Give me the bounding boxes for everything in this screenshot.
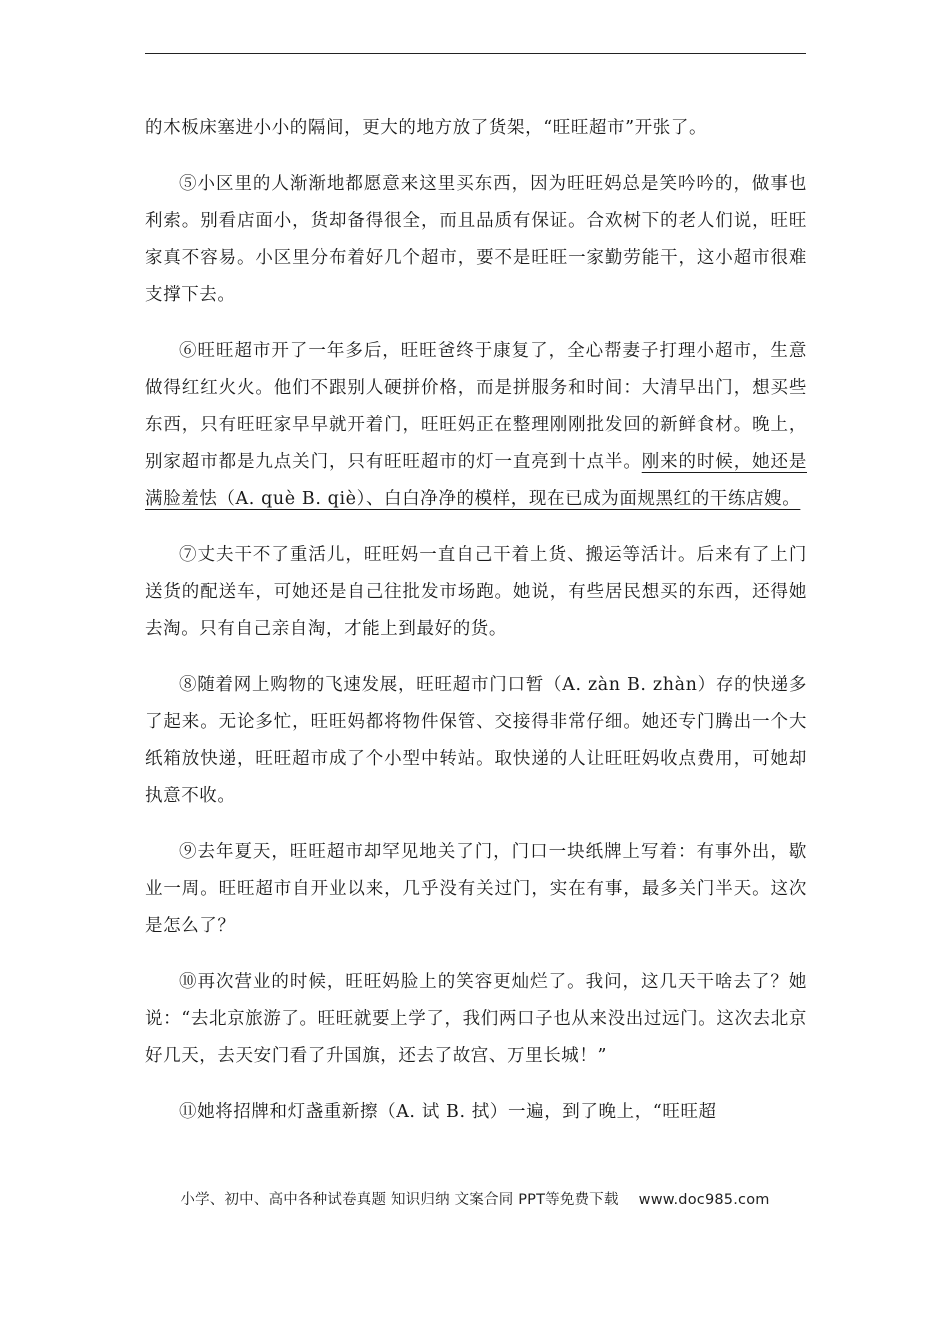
underlined-sentence: 刚来的时候，她还是满脸羞怯（A. què B. qiè）、白白净净的模样，现在已成为面规黑红的干练店嫂。 xyxy=(145,452,807,509)
paragraph-text: ⑧随着网上购物的飞速发展，旺旺超市门口暂（A. zàn B. zhàn）存的快递多了起来。无论多忙，旺旺妈都将物件保管、交接得非常仔细。她还专门腾出一个大纸箱放快递，旺旺超市成了个小型中转站。取快递的人让旺旺妈收点费用，可她却执意不收。 xyxy=(145,675,807,806)
paragraph-9 xyxy=(145,834,807,945)
paragraph-text: ⑩再次营业的时候，旺旺妈脸上的笑容更灿烂了。我问，这几天干啥去了？她说：“去北京旅游了。旺旺就要上学了，我们两口子也从来没出过远门。这次去北京好几天，去天安门看了升国旗，还去了故宫、万里长城！” xyxy=(145,972,807,1066)
paragraph-11 xyxy=(145,1094,807,1131)
page-footer xyxy=(0,1188,950,1209)
footer-text: 小学、初中、高中各种试卷真题 知识归纳 文案合同 PPT等免费下载 xyxy=(180,1192,619,1208)
paragraph-10 xyxy=(145,964,807,1075)
paragraph-text: ⑨去年夏天，旺旺超市却罕见地关了门，门口一块纸牌上写着：有事外出，歇业一周。旺旺超市自开业以来，几乎没有关过门，实在有事，最多关门半天。这次是怎么了？ xyxy=(145,842,807,936)
paragraph-8 xyxy=(145,667,807,815)
paragraph-text: ⑦丈夫干不了重活儿，旺旺妈一直自己干着上货、搬运等活计。后来有了上门送货的配送车，可她还是自己往批发市场跑。她说，有些居民想买的东西，还得她去淘。只有自己亲自淘，才能上到最好的货。 xyxy=(145,545,807,639)
paragraph-text: ⑤小区里的人渐渐地都愿意来这里买东西，因为旺旺妈总是笑吟吟的，做事也利索。别看店面小，货却备得很全，而且品质有保证。合欢树下的老人们说，旺旺家真不容易。小区里分布着好几个超市，要不是旺旺一家勤劳能干，这小超市很难支撑下去。 xyxy=(145,174,807,305)
footer-site-link[interactable]: www.doc985.com xyxy=(638,1192,770,1208)
paragraph-text: ⑥旺旺超市开了一年多后，旺旺爸终于康复了，全心帮妻子打理小超市，生意做得红红火火。他们不跟别人硬拼价格，而是拼服务和时间：大清早出门，想买些东西，只有旺旺家早早就开着门，旺旺妈正在整理刚刚批发回的新鲜食材。晚上，别家超市都是九点关门，只有旺旺超市的灯一直亮到十点半。 xyxy=(145,341,807,472)
paragraph-continuation xyxy=(145,110,807,147)
paragraph-7 xyxy=(145,537,807,648)
header-rule xyxy=(145,53,806,54)
paragraph-text: 的木板床塞进小小的隔间，更大的地方放了货架，“旺旺超市”开张了。 xyxy=(145,118,708,138)
paragraph-6 xyxy=(145,333,807,518)
paragraph-5 xyxy=(145,166,807,314)
paragraph-text: ⑪她将招牌和灯盏重新擦（A. 试 B. 拭）一遍，到了晚上，“旺旺超 xyxy=(179,1102,717,1122)
document-body xyxy=(145,110,807,1150)
